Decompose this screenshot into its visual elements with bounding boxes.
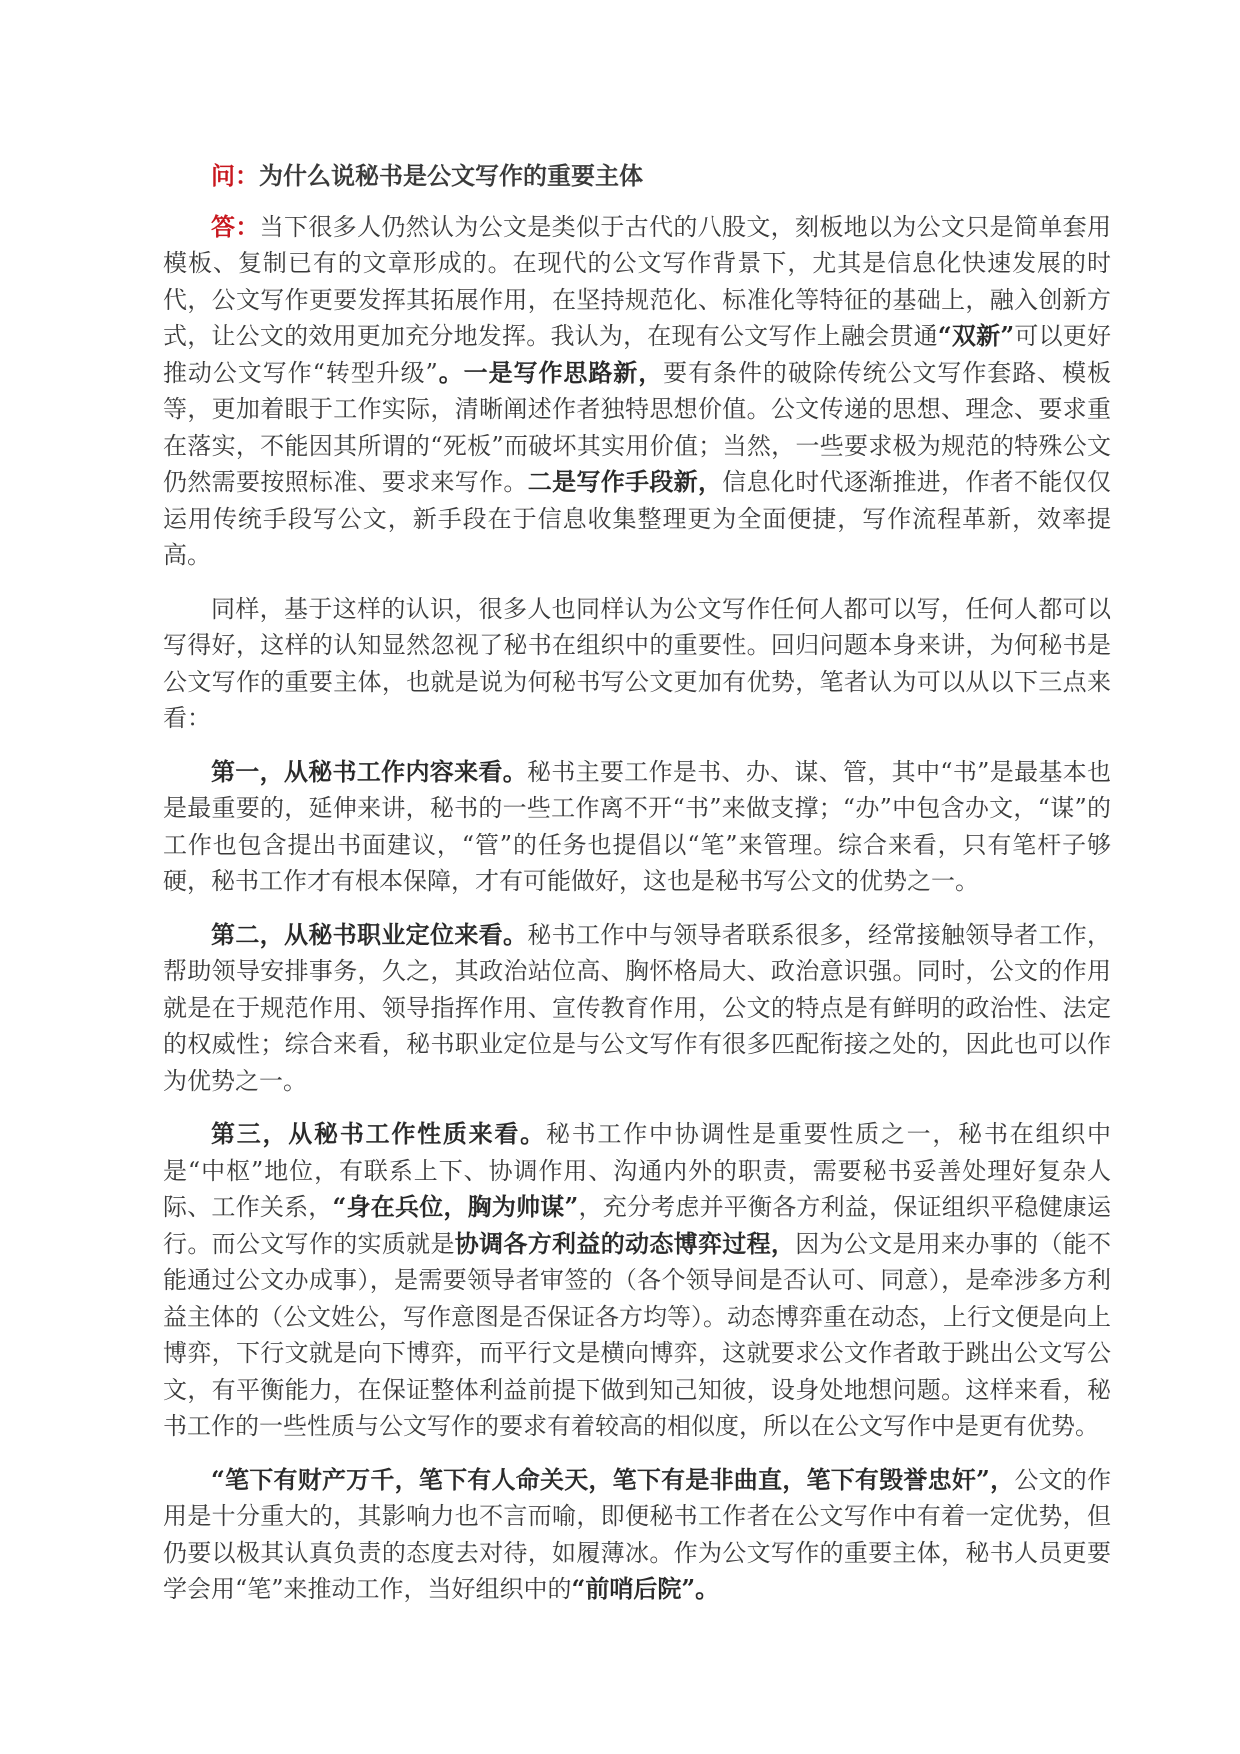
- second-point-text: 秘书工作中与领导者联系很多，经常接触领导者工作，帮助领导安排事务，久之，其政治站位高、胸怀格局大、政治意识强。同时，公文的作用就是在于规范作用、领导指挥作用、宣传教育作用，公文的特点是有鲜明的政治性、法定的权威性；综合来看，秘书职业定位是与公文写作有很多匹配衔接之处的，因此也可以作为优势之一。: [163, 920, 1112, 1095]
- question-prefix: 问：: [211, 161, 259, 190]
- point1-heading: 。一是写作思路新，: [437, 357, 664, 387]
- question-text: 为什么说秘书是公文写作的重要主体: [259, 161, 643, 190]
- point2-heading: 二是写作手段新，: [527, 467, 723, 496]
- second-point-paragraph: [163, 917, 1111, 1100]
- first-point-heading: 第一，从秘书工作内容来看。: [211, 756, 528, 786]
- second-point-heading: 第二，从秘书职业定位来看。: [211, 919, 528, 949]
- third-point-paragraph: [163, 1116, 1111, 1445]
- third-point-text-3: 因为公文是用来办事的（能不能通过公文办成事），是需要领导者审签的（各个领导间是否认可、同意），是牵涉多方利益主体的（公文姓公，写作意图是否保证各方均等）。动态博弈重在动态，上行文便是向上博弈，下行文就是向下博弈，而平行文是横向博弈，这就要求公文作者敢于跳出公文写公文，有平衡能力，在保证整体利益前提下做到知己知彼，设身处地想问题。这样来看，秘书工作的一些性质与公文写作的要求有着较高的相似度，所以在公文写作中是更有优势。: [163, 1229, 1112, 1440]
- third-point-emphasis: 协调各方利益的动态博弈过程，: [454, 1228, 796, 1258]
- closing-end: “前哨后院”。: [571, 1574, 720, 1603]
- shuangxin-term: “双新”: [937, 321, 1015, 350]
- closing-quote: “笔下有财产万千，笔下有人命关天，笔下有是非曲直，笔下有毁誉忠奸”，: [211, 1464, 1015, 1494]
- point1-text: 要有条件的破除传统公文写作套路、模板等，更加着眼于工作实际，清晰阐述作者独特思想价值。公文传递的思想、理念、要求重在落实，不能因其所谓的“死板”而破坏其实用价值；当然，一些要求极为规范的特殊公文仍然需要按照标准、要求来写作。: [163, 358, 1112, 496]
- first-point-paragraph: [163, 754, 1111, 900]
- closing-text: 公文的作用是十分重大的，其影响力也不言而喻，即便秘书工作者在公文写作中有着一定优势，但仍要以极其认真负责的态度去对待，如履薄冰。作为公文写作的重要主体，秘书人员更要学会用“笔”来推动工作，当好组织中的: [163, 1465, 1112, 1603]
- third-point-heading: 第三，从秘书工作性质来看。: [211, 1119, 546, 1148]
- closing-paragraph: [163, 1462, 1111, 1608]
- point2-text: 信息化时代逐渐推进，作者不能仅仅运用传统手段写公文，新手段在于信息收集整理更为全面便捷，写作流程革新，效率提高。: [163, 468, 1112, 569]
- answer-intro: 当下很多人仍然认为公文是类似于古代的八股文，刻板地以为公文只是简单套用模板、复制已有的文章形成的。在现代的公文写作背景下，尤其是信息化快速发展的时代，公文写作更要发挥其拓展作用，在坚持规范化、标准化等特征的基础上，融入创新方式，让公文的效用更加充分地发挥。我认为，在现有公文写作上融会贯通: [163, 212, 1112, 350]
- document-body: [163, 158, 1111, 1625]
- question-heading: [163, 158, 1111, 195]
- third-point-text-2: ，充分考虑并平衡各方利益，保证组织平稳健康运行。而公文写作的实质就是: [163, 1193, 1112, 1258]
- third-point-quote: “身在兵位，胸为帅谋”: [332, 1192, 579, 1221]
- first-point-text: 秘书主要工作是书、办、谋、管，其中“书”是最基本也是最重要的，延伸来讲，秘书的一些工作离不开“书”来做支撑；“办”中包含办文，“谋”的工作也包含提出书面建议，“管”的任务也提倡以“笔”来管理。综合来看，只有笔杆子够硬，秘书工作才有根本保障，才有可能做好，这也是秘书写公文的优势之一。: [163, 757, 1111, 895]
- answer-mid: 可以更好推动公文写作“转型升级”: [163, 322, 1112, 387]
- answer-paragraph: [163, 209, 1111, 574]
- paragraph-2: 同样，基于这样的认识，很多人也同样认为公文写作任何人都可以写，任何人都可以写得好，这样的认知显然忽视了秘书在组织中的重要性。回归问题本身来讲，为何秘书是公文写作的重要主体，也就是说为何秘书写公文更加有优势，笔者认为可以从以下三点来看：: [163, 594, 1111, 732]
- answer-prefix: 答：: [211, 211, 260, 241]
- third-point-text-1: 秘书工作中协调性是重要性质之一，秘书在组织中是“中枢”地位，有联系上下、协调作用、沟通内外的职责，需要秘书妥善处理好复杂人际、工作关系，: [163, 1120, 1112, 1221]
